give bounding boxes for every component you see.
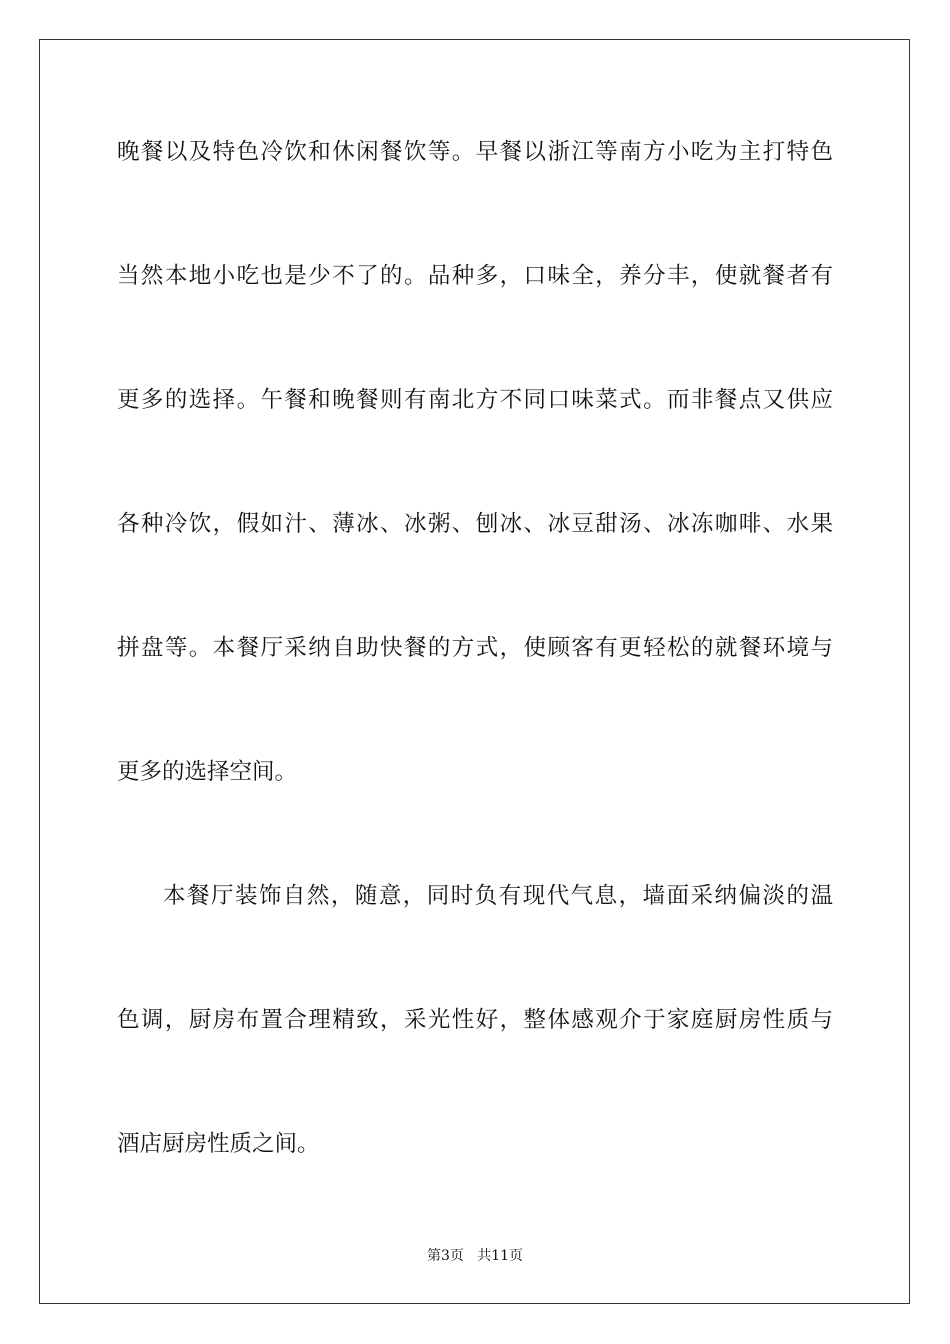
body-text-line: 色调，厨房布置合理精致，采光性好，整体感观介于家庭厨房性质与	[117, 1007, 833, 1033]
page-border	[39, 39, 910, 1304]
body-text-line: 晚餐以及特色冷饮和休闲餐饮等。早餐以浙江等南方小吃为主打特色	[117, 139, 833, 165]
body-text-line: 各种冷饮，假如汁、薄冰、冰粥、刨冰、冰豆甜汤、冰冻咖啡、水果	[117, 511, 833, 537]
body-text-line: 更多的选择空间。	[117, 759, 298, 785]
page-number-footer: 第3页 共11页	[426, 1248, 524, 1264]
paragraph-first-line: 本餐厅装饰自然，随意，同时负有现代气息，墙面采纳偏淡的温	[163, 883, 833, 909]
body-text-line: 更多的选择。午餐和晚餐则有南北方不同口味菜式。而非餐点又供应	[117, 387, 833, 413]
body-text-line: 酒店厨房性质之间。	[117, 1131, 320, 1157]
body-text-line: 拼盘等。本餐厅采纳自助快餐的方式，使顾客有更轻松的就餐环境与	[117, 635, 833, 661]
body-text-line: 当然本地小吃也是少不了的。品种多，口味全，养分丰，使就餐者有	[117, 263, 833, 289]
